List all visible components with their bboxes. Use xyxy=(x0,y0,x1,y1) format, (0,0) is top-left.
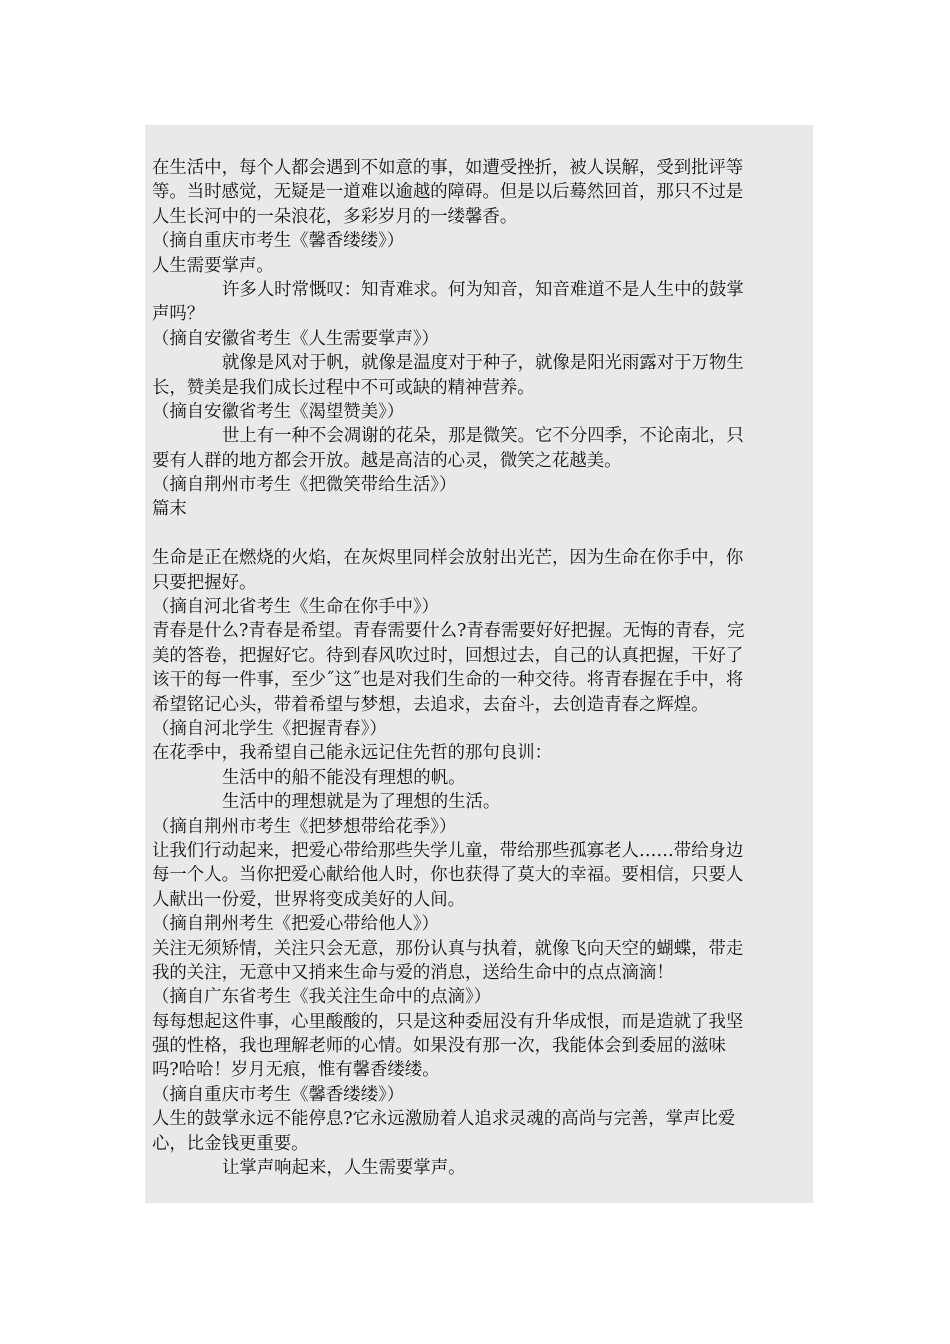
text-line: 生活中的船不能没有理想的帆。 xyxy=(222,767,466,788)
text-line: 在生活中，每个人都会遇到不如意的事，如遭受挫折，被人误解，受到批评等 xyxy=(152,158,744,178)
citation-line: （摘自河北省考生《生命在你手中》） xyxy=(152,597,439,618)
text-line: 关注无须矫情，关注只会无意，那份认真与执着，就像飞向天空的蝴蝶，带走 xyxy=(152,938,744,959)
text-line: 让掌声响起来，人生需要掌声。 xyxy=(222,1158,466,1179)
text-line: 生活中的理想就是为了理想的生活。 xyxy=(222,792,501,813)
citation-line: （摘自河北学生《把握青春》） xyxy=(152,718,387,739)
text-line: 人生的鼓掌永远不能停息?它永远激励着人追求灵魂的高尚与完善，掌声比爱 xyxy=(152,1109,736,1130)
citation-line: （摘自荆州市考生《把梦想带给花季》） xyxy=(152,816,457,837)
text-line: 希望铭记心头，带着希望与梦想，去追求，去奋斗，去创造青春之辉煌。 xyxy=(152,694,709,715)
text-line: 在花季中，我希望自己能永远记住先哲的那句良训： xyxy=(152,743,552,764)
section-heading: 篇末 xyxy=(152,499,187,520)
text-line: 强的性格，我也理解老师的心情。如果没有那一次，我能体会到委屈的滋味 xyxy=(152,1036,726,1057)
citation-line: （摘自重庆市考生《馨香缕缕》） xyxy=(152,1084,405,1105)
text-line: 长，赞美是我们成长过程中不可或缺的精神营养。 xyxy=(152,377,535,398)
citation-line: （摘自广东省考生《我关注生命中的点滴》） xyxy=(152,987,492,1008)
text-line: 美的答卷，把握好它。待到春风吹过时，回想过去，自己的认真把握，干好了 xyxy=(152,645,744,666)
text-line: 心，比金钱更重要。 xyxy=(152,1133,309,1154)
text-line: 就像是风对于帆，就像是温度对于种子，就像是阳光雨露对于万物生 xyxy=(222,353,744,374)
text-line: 要有人群的地方都会开放。越是高洁的心灵，微笑之花越美。 xyxy=(152,450,622,471)
text-line: 许多人时常慨叹：知青难求。何为知音，知音难道不是人生中的鼓掌 xyxy=(222,279,744,300)
text-line: 声吗？ xyxy=(152,304,205,325)
text-line: 吗?哈哈！岁月无痕，惟有馨香缕缕。 xyxy=(152,1060,440,1081)
blank-line xyxy=(152,522,805,546)
citation-line: （摘自安徽省考生《渴望赞美》） xyxy=(152,401,405,422)
citation-line: （摘自荆州考生《把爱心带给他人》） xyxy=(152,914,439,935)
text-line: 我的关注，无意中又捎来生命与爱的消息，送给生命中的点点滴滴！ xyxy=(152,962,674,983)
text-line: 每每想起这件事，心里酸酸的，只是这种委屈没有升华成恨，而是造就了我坚 xyxy=(152,1011,744,1032)
text-line: 生命是正在燃烧的火焰，在灰烬里同样会放射出光芒，因为生命在你手中，你 xyxy=(152,548,744,569)
text-line: 人献出一份爱，世界将变成美好的人间。 xyxy=(152,889,466,910)
text-line: 等。当时感觉，无疑是一道难以逾越的障碍。但是以后蓦然回首，那只不过是 xyxy=(152,182,744,203)
text-line: 该干的每一件事，至少˝这˝也是对我们生命的一种交待。将青春握在手中，将 xyxy=(152,670,744,691)
text-line: 只要把握好。 xyxy=(152,572,257,593)
text-line: 世上有一种不会凋谢的花朵，那是微笑。它不分四季，不论南北，只 xyxy=(222,426,744,447)
citation-line: （摘自荆州市考生《把微笑带给生活》） xyxy=(152,475,457,496)
text-line: 青春是什么?青春是希望。青春需要什么?青春需要好好把握。无悔的青春，完 xyxy=(152,621,745,642)
citation-line: （摘自重庆市考生《馨香缕缕》） xyxy=(152,231,405,252)
citation-line: （摘自安徽省考生《人生需要掌声》） xyxy=(152,328,439,349)
text-line: 每一个人。当你把爱心献给他人时，你也获得了莫大的幸福。要相信，只要人 xyxy=(152,865,744,886)
document-page xyxy=(145,125,813,1203)
text-line: 人生长河中的一朵浪花，多彩岁月的一缕馨香。 xyxy=(152,206,518,227)
text-line: 人生需要掌声。 xyxy=(152,255,274,276)
text-line: 让我们行动起来，把爱心带给那些失学儿童，带给那些孤寡老人……带给身边 xyxy=(152,840,744,861)
